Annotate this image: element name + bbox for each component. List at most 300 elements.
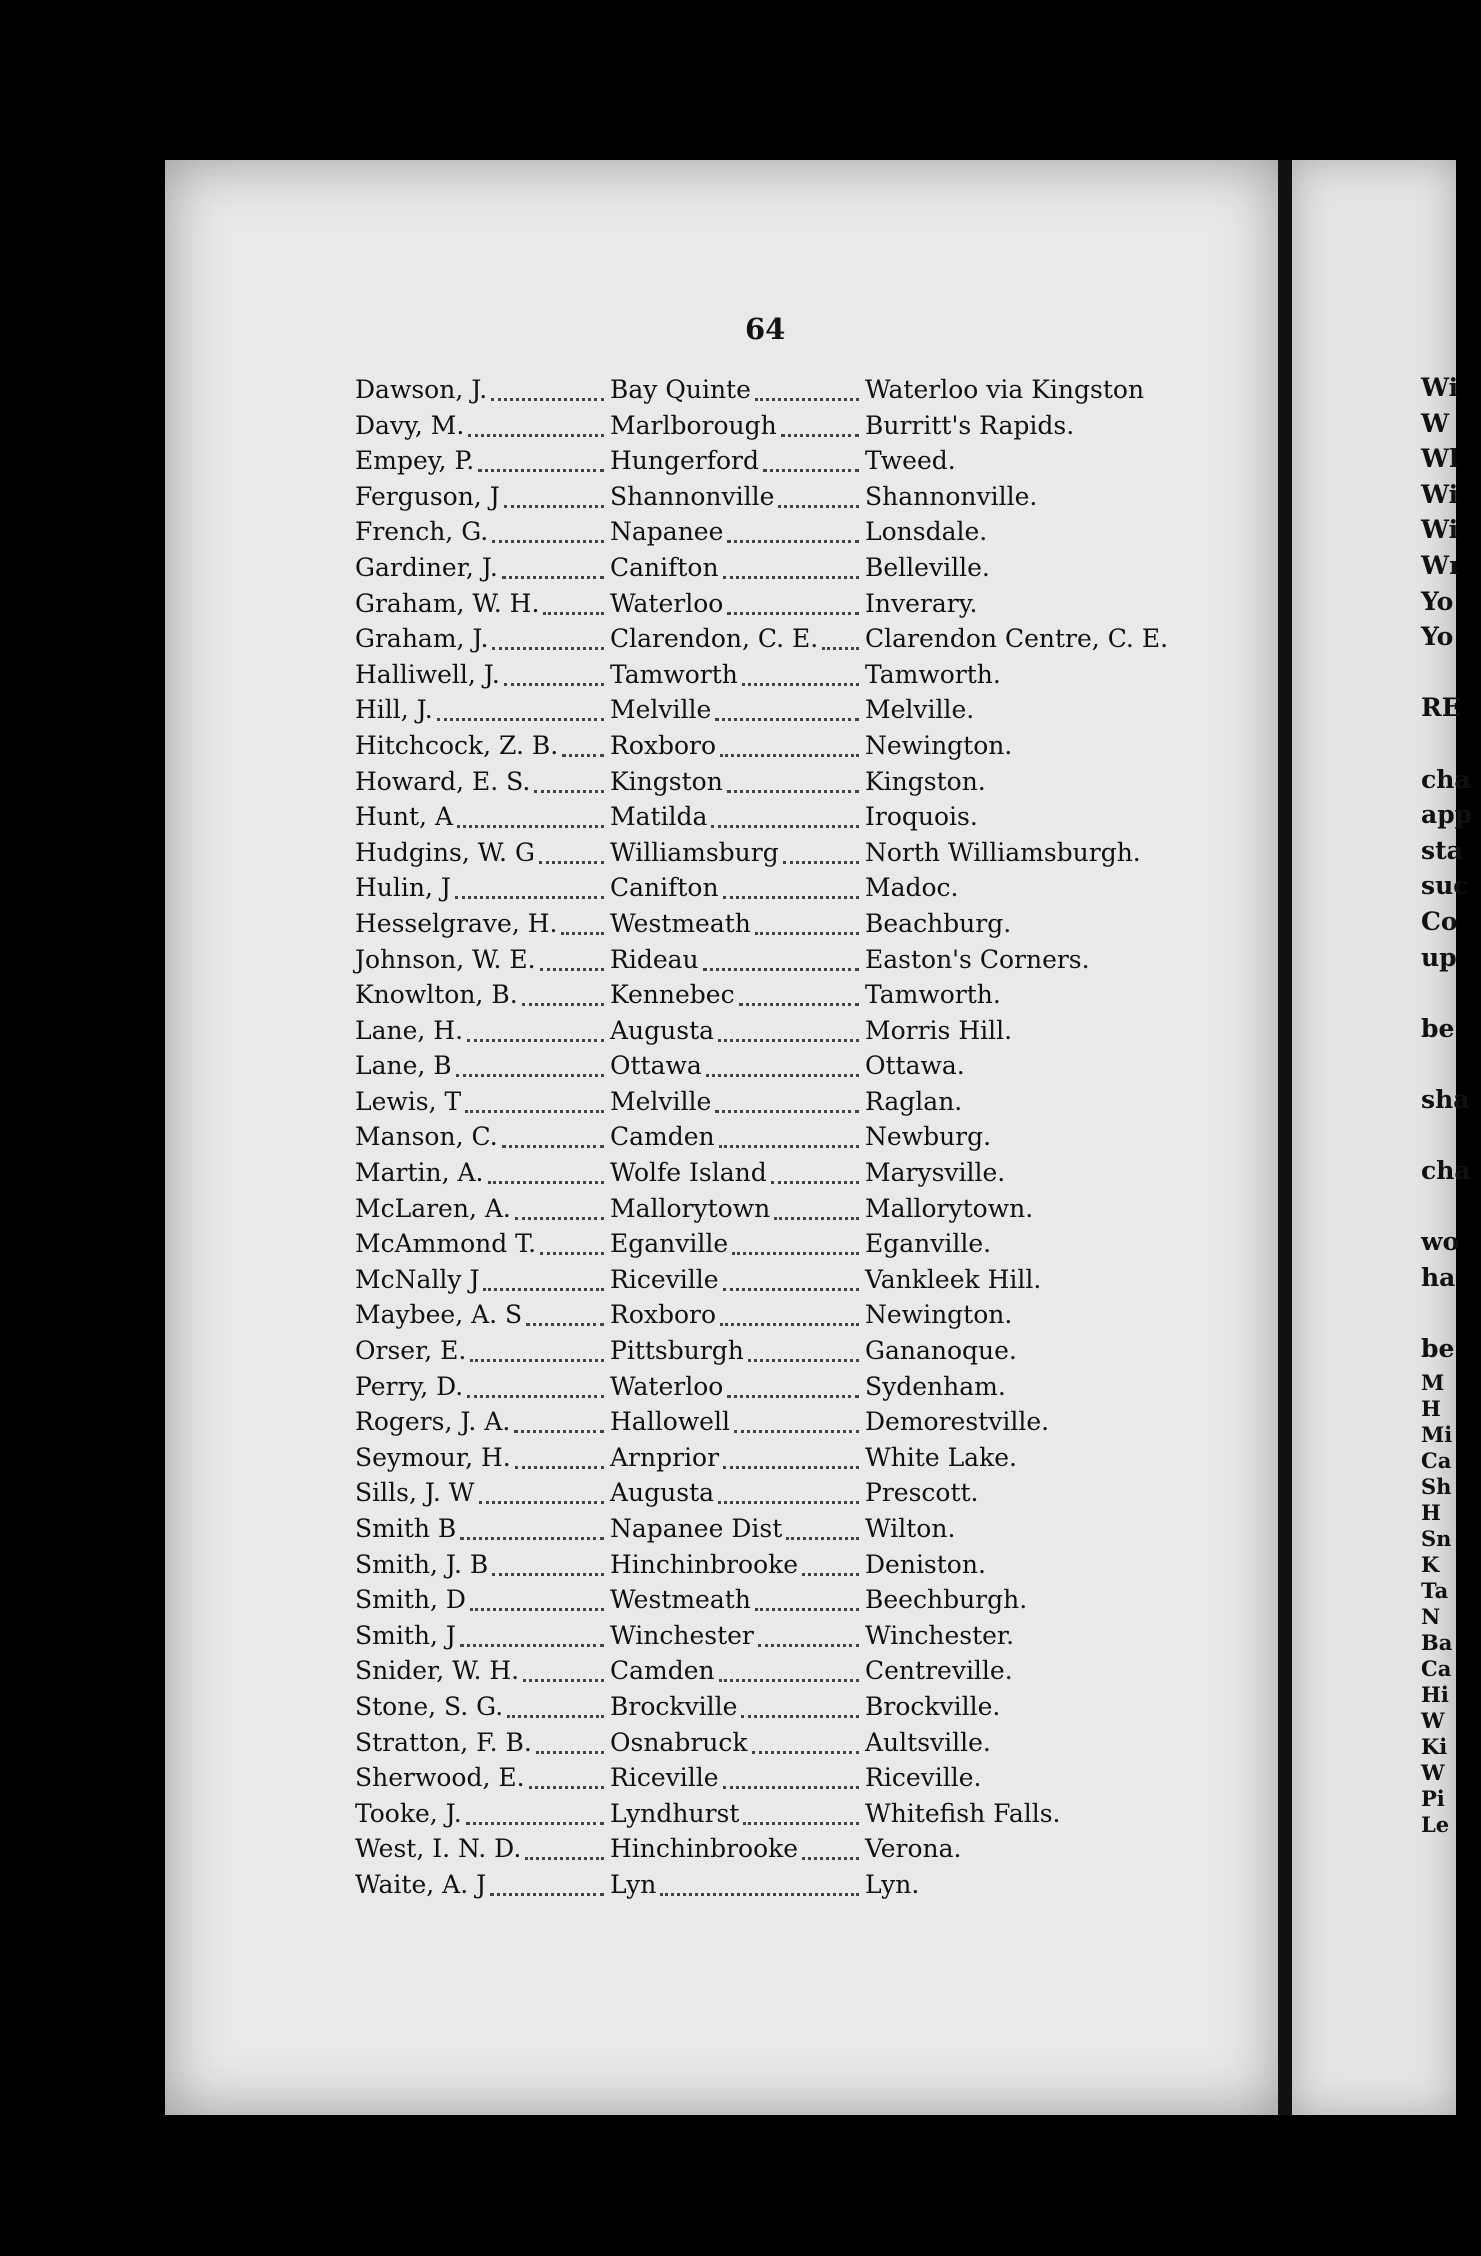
- minister-directory-list: [355, 372, 1255, 1903]
- leader-dots: [507, 1711, 604, 1718]
- right-page-fragment: Le: [1421, 1812, 1450, 1837]
- entry-name: Hill, J.: [355, 695, 433, 725]
- directory-entry: [355, 977, 1255, 1013]
- entry-post-office: Demorestville.: [865, 1407, 1050, 1437]
- directory-entry: [355, 799, 1255, 835]
- directory-entry: [355, 870, 1255, 906]
- directory-entry: [355, 408, 1255, 444]
- leader-dots: [523, 1675, 604, 1682]
- entry-post-office: Burritt's Rapids.: [865, 410, 1075, 440]
- right-page-fragment: Hi: [1421, 1682, 1449, 1707]
- directory-entry: [355, 1547, 1255, 1583]
- entry-circuit: Westmeath: [610, 1585, 751, 1615]
- leader-dots: [763, 465, 859, 472]
- entry-circuit: Napanee Dist: [610, 1514, 783, 1543]
- entry-circuit: Roxboro: [610, 1300, 717, 1330]
- entry-circuit: Winchester: [610, 1620, 754, 1650]
- leader-dots: [467, 1391, 604, 1398]
- leader-dots: [525, 1853, 604, 1860]
- entry-circuit: Kennebec: [610, 980, 735, 1010]
- leader-dots: [755, 928, 859, 935]
- leader-dots: [492, 643, 604, 650]
- entry-post-office: Lonsdale.: [865, 517, 988, 547]
- entry-post-office: Prescott.: [865, 1478, 979, 1508]
- leader-dots: [719, 1675, 859, 1682]
- right-page-fragment: Wl: [1421, 444, 1459, 474]
- entry-name: Lewis, T: [355, 1086, 462, 1116]
- right-page-fragment: Ki: [1421, 1734, 1448, 1759]
- entry-name: Smith B: [355, 1514, 457, 1543]
- entry-name: Hitchcock, Z. B.: [355, 730, 559, 760]
- entry-name: Ferguson, J: [355, 481, 500, 511]
- directory-entry: [355, 692, 1255, 728]
- entry-name: Knowlton, B.: [355, 980, 518, 1010]
- leader-dots: [490, 1889, 604, 1896]
- entry-name: Stratton, F. B.: [355, 1727, 532, 1757]
- entry-name: Howard, E. S.: [355, 766, 531, 796]
- leader-dots: [706, 1070, 859, 1077]
- leader-dots: [755, 394, 859, 401]
- leader-dots: [460, 1640, 604, 1647]
- directory-entry: [355, 1084, 1255, 1120]
- right-page-fragment: Yo: [1421, 586, 1454, 616]
- leader-dots: [515, 1213, 604, 1220]
- entry-circuit: Melville: [610, 1086, 712, 1116]
- entry-name: West, I. N. D.: [355, 1834, 522, 1864]
- directory-entry: [355, 764, 1255, 800]
- right-page-fragment: ha: [1421, 1262, 1456, 1292]
- leader-dots: [723, 1284, 859, 1291]
- leader-dots: [470, 1355, 604, 1362]
- entry-name: Empey, P.: [355, 446, 475, 476]
- entry-post-office: Winchester.: [865, 1620, 1015, 1650]
- right-page-fragment: Ta: [1421, 1578, 1449, 1603]
- directory-entry: [355, 1760, 1255, 1796]
- entry-post-office: Clarendon Centre, C. E.: [865, 624, 1169, 654]
- leader-dots: [723, 892, 859, 899]
- right-page-fragment: Wı: [1421, 550, 1459, 580]
- right-page-fragment: sha: [1421, 1084, 1470, 1114]
- right-page-fragment: cha: [1421, 764, 1471, 794]
- right-page-fragment: N: [1421, 1604, 1441, 1629]
- right-page-fragment: Ca: [1421, 1656, 1452, 1681]
- leader-dots: [543, 608, 604, 615]
- leader-dots: [492, 1569, 604, 1576]
- entry-circuit: Camden: [610, 1656, 715, 1686]
- right-page-fragment: [1421, 726, 1481, 762]
- directory-entry: [355, 1369, 1255, 1405]
- directory-entry: [355, 942, 1255, 978]
- entry-post-office: North Williamsburgh.: [865, 837, 1141, 867]
- directory-entry: [355, 621, 1255, 657]
- entry-circuit: Kingston: [610, 766, 723, 796]
- entry-name: Lane, B: [355, 1051, 452, 1081]
- directory-entry: [355, 1155, 1255, 1191]
- right-page-fragment: Sn: [1421, 1526, 1452, 1551]
- directory-entry: [355, 550, 1255, 586]
- right-page-fragment: RE: [1421, 693, 1461, 723]
- leader-dots: [539, 857, 604, 864]
- right-page-fragment: Co: [1421, 906, 1458, 936]
- leader-dots: [771, 1177, 859, 1184]
- right-page-fragment: Ca: [1421, 1448, 1452, 1473]
- entry-name: Smith, J: [355, 1620, 456, 1650]
- directory-entry: [355, 1191, 1255, 1227]
- directory-entry: [355, 443, 1255, 479]
- entry-name: Manson, C.: [355, 1122, 498, 1152]
- leader-dots: [723, 1782, 859, 1789]
- entry-name: Sills, J. W: [355, 1478, 475, 1508]
- directory-entry: [355, 1013, 1255, 1049]
- entry-name: Graham, W. H.: [355, 588, 540, 618]
- leader-dots: [703, 964, 859, 971]
- entry-circuit: Augusta: [610, 1478, 715, 1508]
- page-number: 64: [745, 312, 786, 346]
- directory-entry: [355, 1582, 1255, 1618]
- leader-dots: [479, 1497, 604, 1504]
- leader-dots: [752, 1747, 859, 1754]
- entry-post-office: Newburg.: [865, 1122, 992, 1152]
- leader-dots: [715, 714, 859, 721]
- directory-entry: [355, 1404, 1255, 1440]
- entry-post-office: Iroquois.: [865, 802, 978, 832]
- entry-post-office: Melville.: [865, 695, 975, 725]
- leader-dots: [727, 536, 859, 543]
- entry-name: Hunt, A: [355, 802, 453, 832]
- leader-dots: [488, 1177, 605, 1184]
- entry-circuit: Hungerford: [610, 446, 760, 476]
- leader-dots: [739, 999, 859, 1006]
- directory-entry: [355, 657, 1255, 693]
- entry-post-office: Ottawa.: [865, 1051, 965, 1081]
- entry-circuit: Matilda: [610, 802, 708, 832]
- leader-dots: [781, 430, 859, 437]
- right-page-text-fragments-lower: [1421, 1370, 1481, 1838]
- entry-circuit: Hallowell: [610, 1407, 730, 1437]
- leader-dots: [456, 1070, 604, 1077]
- entry-post-office: Eganville.: [865, 1229, 992, 1259]
- entry-post-office: Brockville.: [865, 1691, 1001, 1721]
- leader-dots: [534, 786, 604, 793]
- entry-circuit: Rideau: [610, 944, 699, 974]
- entry-post-office: Deniston.: [865, 1549, 986, 1579]
- directory-entry: [355, 1618, 1255, 1654]
- leader-dots: [732, 1248, 859, 1255]
- leader-dots: [455, 892, 604, 899]
- entry-name: Hesselgrave, H.: [355, 908, 558, 938]
- leader-dots: [719, 1141, 859, 1148]
- entry-post-office: Tamworth.: [865, 659, 1001, 689]
- leader-dots: [741, 1711, 859, 1718]
- entry-post-office: Tamworth.: [865, 980, 1001, 1010]
- leader-dots: [711, 821, 859, 828]
- leader-dots: [540, 964, 604, 971]
- leader-dots: [727, 1391, 859, 1398]
- directory-entry: [355, 1511, 1255, 1547]
- entry-post-office: Verona.: [865, 1834, 962, 1864]
- leader-dots: [540, 1248, 604, 1255]
- leader-dots: [802, 1569, 859, 1576]
- leader-dots: [468, 430, 604, 437]
- leader-dots: [718, 1035, 859, 1042]
- entry-circuit: Canifton: [610, 552, 719, 582]
- entry-name: Stone, S. G.: [355, 1691, 504, 1721]
- leader-dots: [743, 1818, 859, 1825]
- entry-post-office: Newington.: [865, 1300, 1013, 1330]
- entry-circuit: Westmeath: [610, 908, 751, 938]
- entry-name: Tooke, J.: [355, 1798, 462, 1828]
- entry-circuit: Riceville: [610, 1763, 719, 1793]
- right-page-fragment: Ba: [1421, 1630, 1453, 1655]
- right-page-fragment: Pi: [1421, 1786, 1445, 1811]
- right-page-fragment: [1421, 1117, 1481, 1153]
- entry-circuit: Marlborough: [610, 410, 777, 440]
- leader-dots: [822, 643, 859, 650]
- entry-circuit: Riceville: [610, 1264, 719, 1294]
- leader-dots: [536, 1747, 604, 1754]
- entry-post-office: Beechburgh.: [865, 1585, 1028, 1615]
- right-page-fragment: app: [1421, 800, 1473, 830]
- leader-dots: [483, 1284, 604, 1291]
- leader-dots: [526, 1319, 604, 1326]
- right-page-fragment: suc: [1421, 871, 1469, 901]
- entry-post-office: Gananoque.: [865, 1336, 1017, 1366]
- entry-circuit: Eganville: [610, 1229, 729, 1259]
- entry-circuit: Napanee: [610, 517, 724, 547]
- leader-dots: [786, 1533, 859, 1540]
- entry-circuit: Melville: [610, 695, 712, 725]
- leader-dots: [562, 750, 604, 757]
- entry-circuit: Camden: [610, 1122, 715, 1152]
- right-page-fragment: M: [1421, 1370, 1445, 1395]
- right-page-fragment: H: [1421, 1396, 1441, 1421]
- right-page-fragment: sta: [1421, 835, 1463, 865]
- directory-entry: [355, 1796, 1255, 1832]
- directory-entry: [355, 728, 1255, 764]
- leader-dots: [802, 1853, 859, 1860]
- leader-dots: [755, 1604, 859, 1611]
- entry-circuit: Mallorytown: [610, 1193, 771, 1223]
- entry-post-office: Newington.: [865, 730, 1013, 760]
- leader-dots: [718, 1497, 859, 1504]
- right-page-fragment: wo: [1421, 1227, 1460, 1257]
- leader-dots: [748, 1355, 859, 1362]
- entry-circuit: Arnprior: [610, 1442, 720, 1472]
- entry-post-office: Marysville.: [865, 1158, 1006, 1188]
- leader-dots: [470, 1604, 604, 1611]
- entry-name: Lane, H.: [355, 1015, 464, 1045]
- entry-post-office: Raglan.: [865, 1086, 963, 1116]
- entry-name: McLaren, A.: [355, 1193, 511, 1223]
- leader-dots: [491, 394, 604, 401]
- leader-dots: [727, 608, 859, 615]
- right-page-fragment: [1421, 1295, 1481, 1331]
- entry-name: Gardiner, J.: [355, 552, 498, 582]
- leader-dots: [734, 1426, 859, 1433]
- entry-post-office: Belleville.: [865, 552, 990, 582]
- leader-dots: [460, 1533, 604, 1540]
- entry-circuit: Hinchinbrooke: [610, 1549, 799, 1579]
- leader-dots: [465, 1106, 604, 1113]
- entry-name: Graham, J.: [355, 624, 489, 654]
- entry-circuit: Bay Quinte: [610, 375, 751, 404]
- directory-entry: [355, 1048, 1255, 1084]
- entry-post-office: Easton's Corners.: [865, 944, 1090, 974]
- entry-post-office: Vankleek Hill.: [865, 1264, 1042, 1294]
- entry-post-office: Waterloo via Kingston: [865, 375, 1145, 404]
- right-page-fragment: [1421, 1046, 1481, 1082]
- directory-entry: [355, 1725, 1255, 1761]
- entry-name: Seymour, H.: [355, 1442, 511, 1472]
- leader-dots: [437, 714, 604, 721]
- leader-dots: [783, 857, 859, 864]
- entry-circuit: Waterloo: [610, 1371, 724, 1401]
- entry-name: Perry, D.: [355, 1371, 464, 1401]
- entry-name: Dawson, J.: [355, 375, 488, 404]
- entry-name: Maybee, A. S: [355, 1300, 523, 1330]
- entry-name: Sherwood, E.: [355, 1763, 525, 1793]
- entry-circuit: Lyndhurst: [610, 1798, 740, 1828]
- right-page-fragment: Wi: [1421, 373, 1459, 402]
- book-gutter: [1278, 160, 1292, 2115]
- entry-circuit: Brockville: [610, 1691, 738, 1721]
- leader-dots: [715, 1106, 859, 1113]
- directory-entry: [355, 514, 1255, 550]
- entry-circuit: Ottawa: [610, 1051, 702, 1081]
- entry-name: Hulin, J: [355, 873, 451, 903]
- entry-name: Orser, E.: [355, 1336, 467, 1366]
- entry-post-office: Morris Hill.: [865, 1015, 1013, 1045]
- entry-circuit: Williamsburg: [610, 837, 779, 867]
- entry-circuit: Lyn: [610, 1869, 657, 1899]
- directory-entry: [355, 1653, 1255, 1689]
- entry-name: Halliwell, J.: [355, 659, 500, 689]
- entry-post-office: Shannonville.: [865, 481, 1038, 511]
- entry-name: Smith, D: [355, 1585, 466, 1615]
- entry-post-office: Kingston.: [865, 766, 986, 796]
- entry-post-office: Wilton.: [865, 1514, 956, 1543]
- right-page-fragment: Wi: [1421, 515, 1459, 545]
- entry-name: McAmmond T.: [355, 1229, 537, 1259]
- directory-entry: [355, 1867, 1255, 1903]
- right-page-fragment: H: [1421, 1500, 1441, 1525]
- entry-post-office: Tweed.: [865, 446, 956, 476]
- directory-entry: [355, 1297, 1255, 1333]
- right-page-text-fragments: [1421, 370, 1481, 1367]
- entry-name: Smith, J. B: [355, 1549, 489, 1579]
- entry-circuit: Hinchinbrooke: [610, 1834, 799, 1864]
- entry-name: Waite, A. J: [355, 1869, 487, 1899]
- entry-circuit: Waterloo: [610, 588, 724, 618]
- entry-name: Rogers, J. A.: [355, 1407, 511, 1437]
- leader-dots: [504, 679, 604, 686]
- entry-post-office: Sydenham.: [865, 1371, 1006, 1401]
- right-page-fragment: K: [1421, 1552, 1440, 1577]
- leader-dots: [514, 1426, 604, 1433]
- right-page-fragment: be: [1421, 1013, 1455, 1043]
- right-page-fragment: Sh: [1421, 1474, 1452, 1499]
- directory-entry: [355, 1689, 1255, 1725]
- right-page-fragment: [1421, 655, 1481, 691]
- leader-dots: [502, 572, 604, 579]
- directory-entry: [355, 1831, 1255, 1867]
- right-page-fragment: Wi: [1421, 479, 1459, 509]
- leader-dots: [522, 999, 604, 1006]
- entry-name: Snider, W. H.: [355, 1656, 520, 1686]
- leader-dots: [561, 928, 604, 935]
- right-page-fragment: [1421, 1189, 1481, 1225]
- leader-dots: [515, 1462, 604, 1469]
- entry-name: Hudgins, W. G: [355, 837, 535, 867]
- entry-post-office: Madoc.: [865, 873, 959, 903]
- right-page-fragment: be: [1421, 1334, 1455, 1364]
- leader-dots: [723, 1462, 859, 1469]
- entry-circuit: Clarendon, C. E.: [610, 624, 819, 654]
- leader-dots: [774, 1213, 859, 1220]
- entry-circuit: Shannonville: [610, 481, 775, 511]
- right-page-fragment: up: [1421, 942, 1457, 972]
- leader-dots: [492, 536, 604, 543]
- directory-entry: [355, 1333, 1255, 1369]
- entry-post-office: Inverary.: [865, 588, 978, 618]
- right-page-fragment: W: [1421, 408, 1450, 438]
- leader-dots: [720, 1319, 859, 1326]
- directory-entry: [355, 1262, 1255, 1298]
- leader-dots: [778, 501, 859, 508]
- directory-entry: [355, 906, 1255, 942]
- entry-circuit: Canifton: [610, 873, 719, 903]
- right-page-fragment: Mi: [1421, 1422, 1453, 1447]
- entry-circuit: Osnabruck: [610, 1727, 748, 1757]
- entry-post-office: Aultsville.: [865, 1727, 991, 1757]
- entry-circuit: Tamworth: [610, 659, 738, 689]
- directory-entry: [355, 372, 1255, 408]
- entry-post-office: Whitefish Falls.: [865, 1798, 1061, 1828]
- entry-circuit: Wolfe Island: [610, 1158, 767, 1188]
- leader-dots: [502, 1141, 604, 1148]
- leader-dots: [758, 1640, 859, 1647]
- right-page-fragment: W: [1421, 1708, 1445, 1733]
- entry-post-office: Lyn.: [865, 1869, 920, 1899]
- directory-entry: [355, 1475, 1255, 1511]
- directory-entry: [355, 1226, 1255, 1262]
- entry-post-office: Centreville.: [865, 1656, 1013, 1686]
- entry-name: McNally J: [355, 1264, 480, 1294]
- right-page-fragment: W: [1421, 1760, 1445, 1785]
- entry-circuit: Pittsburgh: [610, 1336, 744, 1366]
- entry-name: French, G.: [355, 517, 489, 547]
- leader-dots: [727, 786, 859, 793]
- leader-dots: [529, 1782, 604, 1789]
- right-page-fragment: cha: [1421, 1156, 1471, 1186]
- entry-circuit: Augusta: [610, 1015, 715, 1045]
- leader-dots: [742, 679, 859, 686]
- entry-circuit: Roxboro: [610, 730, 717, 760]
- entry-post-office: Beachburg.: [865, 908, 1012, 938]
- leader-dots: [660, 1889, 859, 1896]
- directory-entry: [355, 479, 1255, 515]
- leader-dots: [504, 501, 604, 508]
- entry-post-office: White Lake.: [865, 1442, 1017, 1472]
- right-page-fragment: [1421, 975, 1481, 1011]
- directory-entry: [355, 1440, 1255, 1476]
- directory-entry: [355, 586, 1255, 622]
- directory-entry: [355, 835, 1255, 871]
- leader-dots: [723, 572, 859, 579]
- right-page-fragment: Yo: [1421, 622, 1454, 652]
- entry-name: Davy, M.: [355, 410, 465, 440]
- leader-dots: [467, 1035, 604, 1042]
